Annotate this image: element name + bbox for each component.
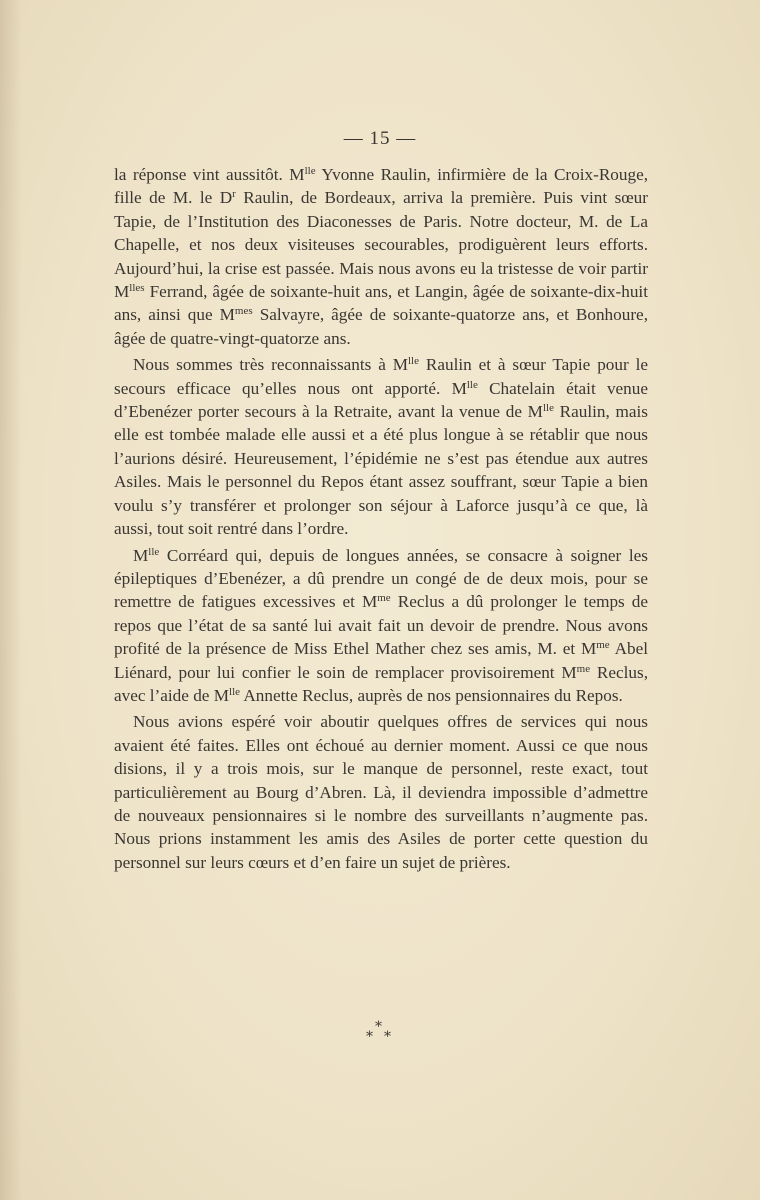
asterism-star-left: * [366, 1029, 373, 1045]
paragraph-1: la réponse vint aussitôt. $M^{lle}$ Yvonne Raulin, infirmière de la Croix-Rouge, fille de M. le $D^r$ Raulin, de Bordeaux, arriva la première. Puis vint sœur Tapie, de l’Institution des Diaconesses de Paris. Notre docteur, M. de La Chapelle, et nos deux visiteuses secourables, prodiguèrent leurs efforts. Aujourd’hui, la crise est passée. Mais nous avons eu la tristesse de voir partir $M^{lles}$ Ferrand, âgée de soixante-huit ans, et Langin, âgée de soixante-dix-huit ans, ainsi que $M^{mes}$ Salvayre, âgée de soixante-quatorze ans, et Bonhoure, âgée de quatre-vingt-quatorze ans. [114, 165, 648, 348]
page-number: — 15 — [343, 128, 417, 149]
asterism-star-right: * [384, 1029, 391, 1045]
paragraph-4: Nous avions espéré voir aboutir quelques offres de services qui nous avaient été faites. Elles ont échoué au dernier moment. Aussi ce que nous disions, il y a trois mois, sur le manque de personnel, reste exact, tout particulièrement au Bourg d’Abren. Là, il deviendra impossible d’admettre de nouveaux pensionnaires si le nombre des surveillants n’augmente pas. Nous prions instamment les amis des Asiles de porter cette question du personnel sur leurs cœurs et d’en faire un sujet de prières. [114, 712, 648, 872]
section-separator-asterism [350, 1020, 410, 1050]
paragraph-3: $M^{lle}$ Corréard qui, depuis de longues années, se consacre à soigner les épileptiques d’Ebenézer, a dû prendre un congé de de deux mois, pour se remettre de fatigues excessives et $M^{me}$ Reclus a dû prolonger le temps de repos que l’état de sa santé lui avait fait un devoir de prendre. Nous avons profité de la présence de Miss Ethel Mather chez ses amis, M. et $M^{me}$ Abel Liénard, pour lui confier le soin de remplacer provisoirement $M^{me}$ Reclus, avec l’aide de $M^{lle}$ Annette Reclus, auprès de nos pensionnaires du Repos. [114, 545, 648, 705]
body-text [114, 163, 648, 874]
page-fold-shadow [0, 0, 22, 1200]
asterism-star-top: * [375, 1019, 382, 1035]
paragraph-2: Nous sommes très reconnaissants à $M^{lle}$ Raulin et à sœur Tapie pour le secours efficace qu’elles nous ont apporté. $M^{lle}$ Chatelain était venue d’Ebenézer porter secours à la Retraite, avant la venue de $M^{lle}$ Raulin, mais elle est tombée malade elle aussi et a été plus longue à se rétablir que nous l’aurions désiré. Heureusement, l’épidémie ne s’est pas étendue aux autres Asiles. Mais le personnel du Repos étant assez souffrant, sœur Tapie a bien voulu s’y transférer et prolonger son séjour à Laforce jusqu’à ce que, là aussi, tout soit rentré dans l’ordre. [114, 355, 648, 539]
